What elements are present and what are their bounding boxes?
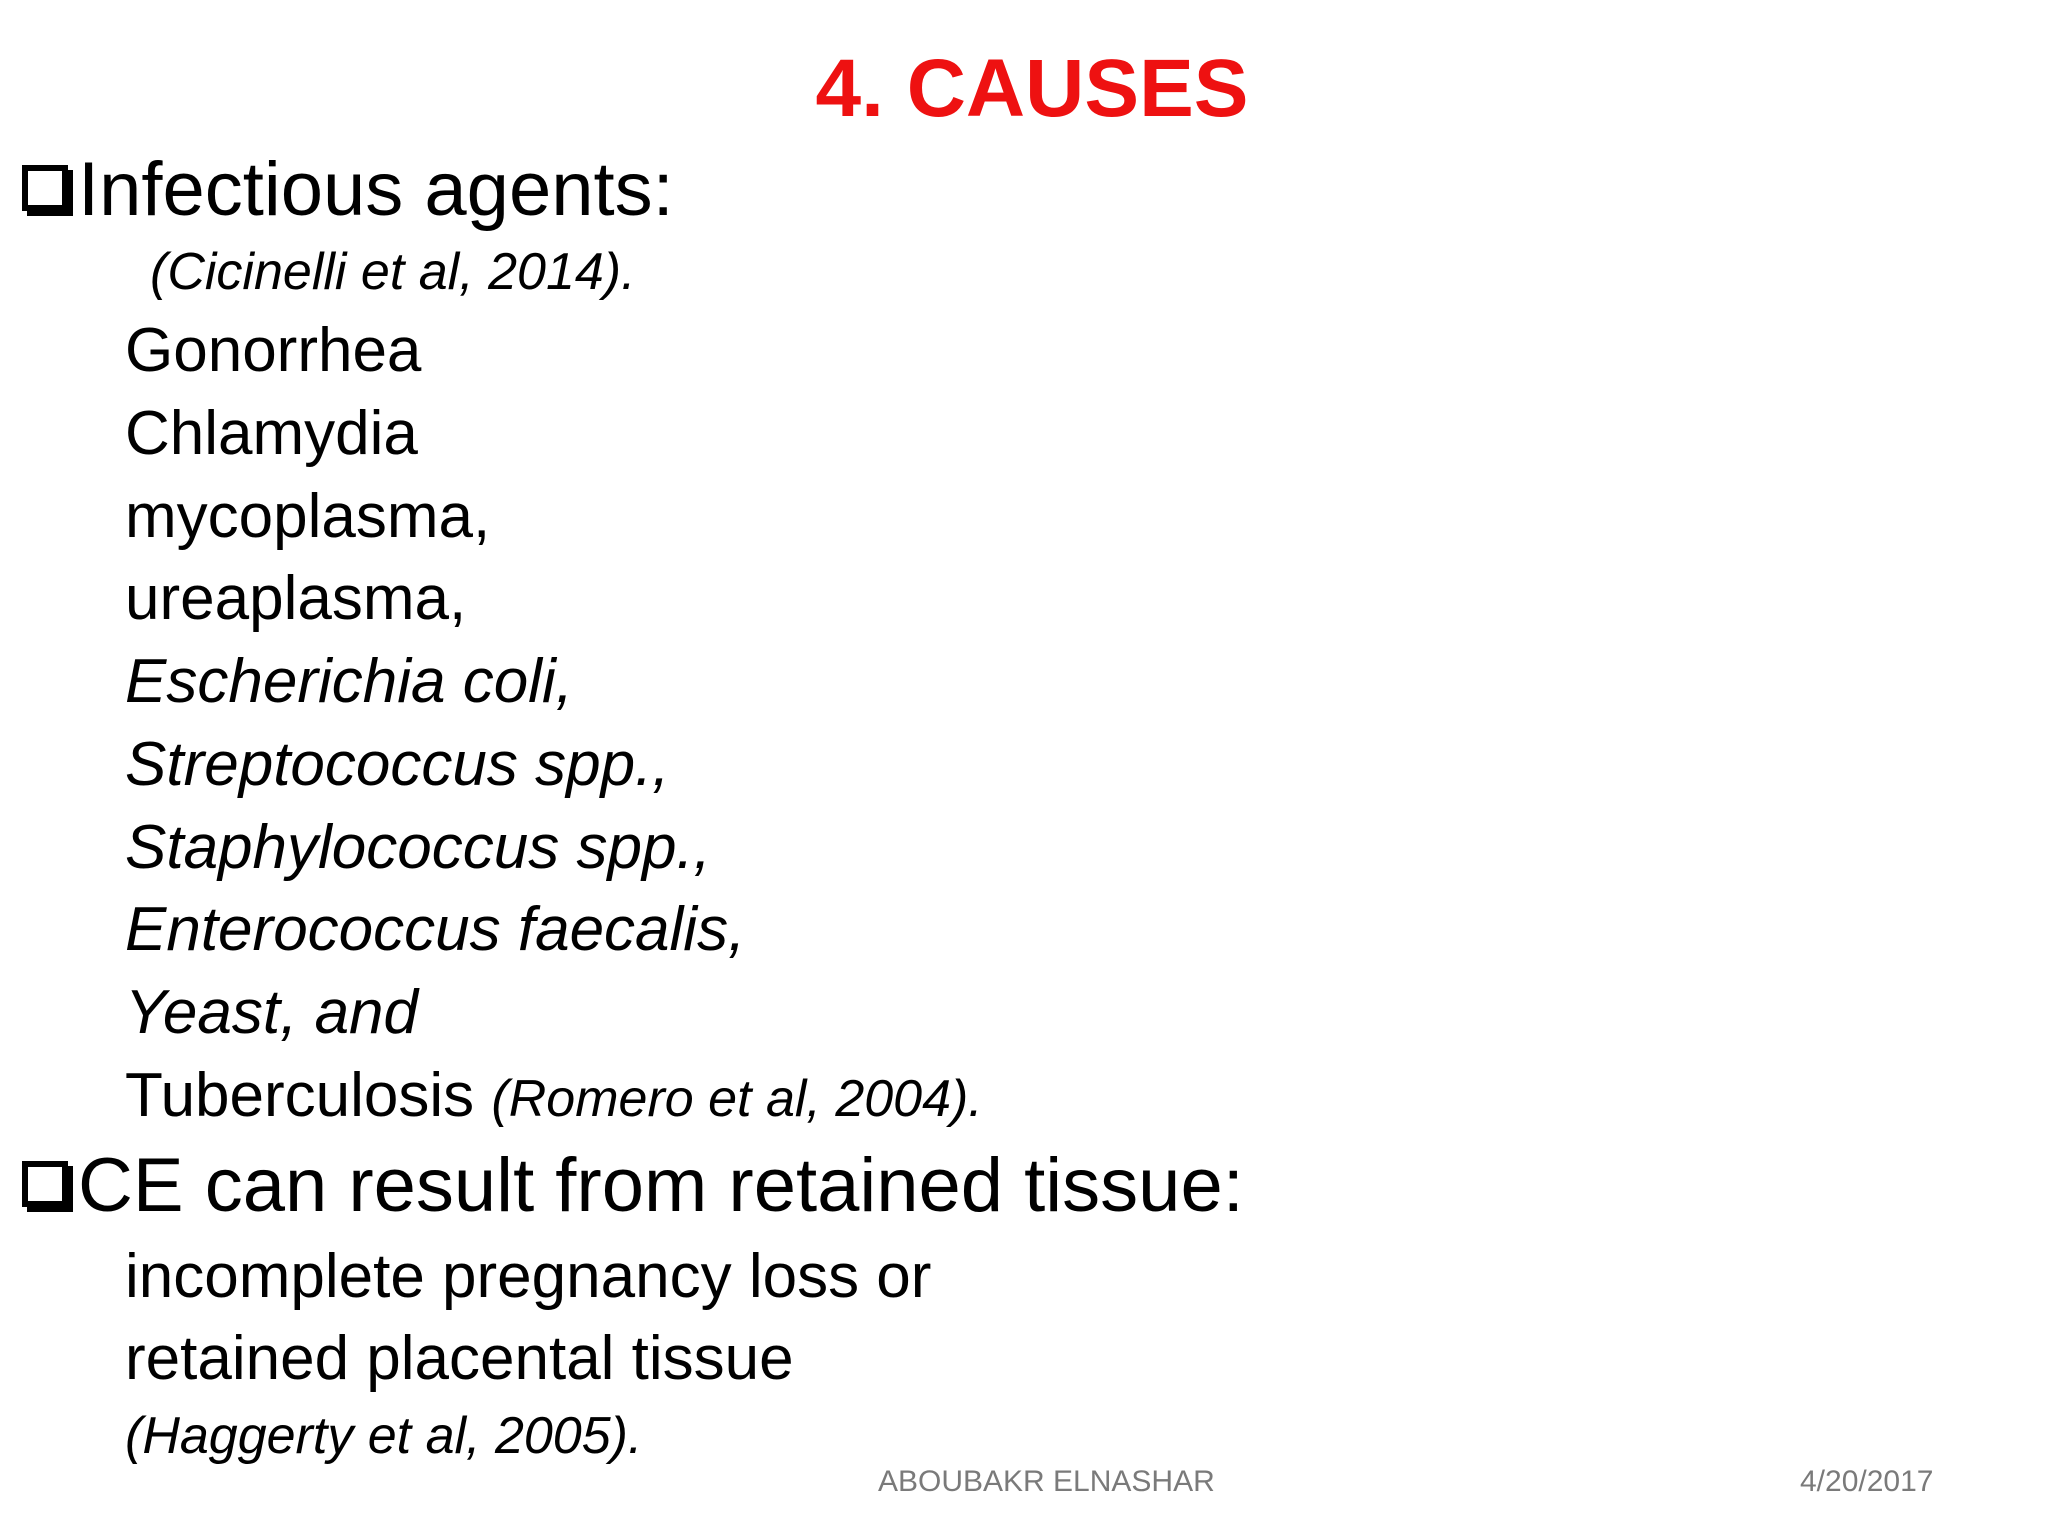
bullet-infectious-agents — [22, 147, 674, 232]
bullet-retained-tissue — [22, 1143, 1244, 1228]
list-item: Escherichia coli, — [125, 647, 573, 716]
list-item-tuberculosis — [125, 1061, 983, 1130]
checkbox-bullet-icon — [22, 1161, 68, 1207]
bullet-heading: CE can result from retained tissue: — [78, 1143, 1244, 1228]
list-item-label: Tuberculosis — [125, 1061, 475, 1130]
list-item: retained placental tissue — [125, 1324, 794, 1393]
citation-haggerty: (Haggerty et al, 2005). — [125, 1407, 643, 1465]
list-item: Chlamydia — [125, 399, 418, 468]
slide-title: 4. CAUSES — [815, 43, 1249, 134]
list-item: incomplete pregnancy loss or — [125, 1242, 932, 1311]
list-item: Yeast, and — [125, 978, 419, 1047]
bullet-heading: Infectious agents: — [78, 147, 674, 232]
footer-author: ABOUBAKR ELNASHAR — [878, 1465, 1215, 1498]
list-item: Staphylococcus spp., — [125, 813, 711, 882]
list-item: mycoplasma, — [125, 482, 491, 551]
list-item: Enterococcus faecalis, — [125, 895, 746, 964]
footer-date: 4/20/2017 — [1800, 1465, 1934, 1498]
citation-cicinelli: (Cicinelli et al, 2014). — [150, 243, 636, 301]
list-item: Streptococcus spp., — [125, 730, 670, 799]
list-item: ureaplasma, — [125, 564, 467, 633]
citation-romero: (Romero et al, 2004). — [491, 1070, 983, 1128]
checkbox-bullet-icon — [22, 165, 68, 211]
list-item: Gonorrhea — [125, 316, 422, 385]
